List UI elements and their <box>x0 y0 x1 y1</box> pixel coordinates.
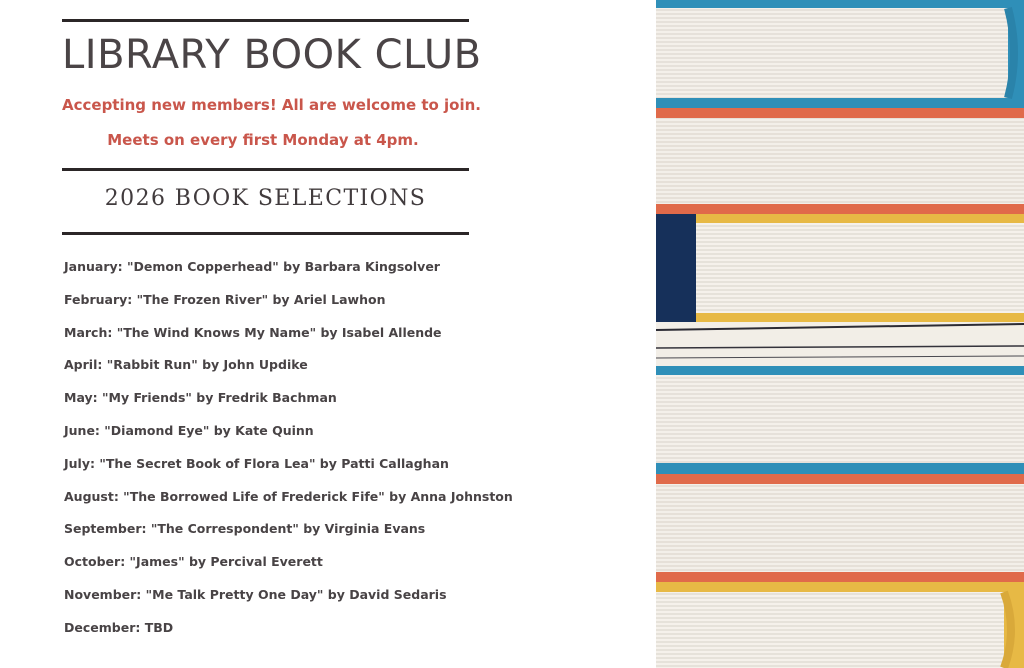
selections-heading: 2026 BOOK SELECTIONS <box>104 186 427 211</box>
page-title: LIBRARY BOOK CLUB <box>62 32 482 78</box>
list-item: June: "Diamond Eye" by Kate Quinn <box>64 422 314 438</box>
book-orange-2 <box>656 474 1024 582</box>
book-orange-1 <box>656 108 1024 214</box>
book-yellow-navy <box>656 214 1024 322</box>
list-item: February: "The Frozen River" by Ariel Lawhon <box>64 291 386 307</box>
selections-divider <box>62 232 469 235</box>
list-item: April: "Rabbit Run" by John Updike <box>64 357 308 373</box>
membership-note: Accepting new members! All are welcome to join. <box>62 96 482 114</box>
list-item: October: "James" by Percival Everett <box>64 554 323 570</box>
book-selection-list <box>64 258 513 652</box>
book-blue-middle <box>656 366 1024 474</box>
stacked-books-image <box>656 0 1024 668</box>
list-item: September: "The Correspondent" by Virginia Evans <box>64 521 426 537</box>
list-item: December: TBD <box>64 619 174 635</box>
list-item: July: "The Secret Book of Flora Lea" by Patti Callaghan <box>64 455 449 471</box>
book-blue-top <box>656 0 1024 108</box>
loose-pages <box>656 322 1024 366</box>
list-item: March: "The Wind Knows My Name" by Isabel Allende <box>64 324 442 340</box>
book-stack-illustration <box>656 0 1024 668</box>
top-divider <box>62 19 469 22</box>
meeting-schedule: Meets on every first Monday at 4pm. <box>107 131 419 149</box>
middle-divider <box>62 168 469 171</box>
list-item: August: "The Borrowed Life of Frederick Fife" by Anna Johnston <box>64 488 513 504</box>
list-item: May: "My Friends" by Fredrik Bachman <box>64 390 337 406</box>
book-yellow-bottom <box>656 582 1024 668</box>
list-item: November: "Me Talk Pretty One Day" by David Sedaris <box>64 586 447 602</box>
list-item: January: "Demon Copperhead" by Barbara Kingsolver <box>64 259 440 274</box>
